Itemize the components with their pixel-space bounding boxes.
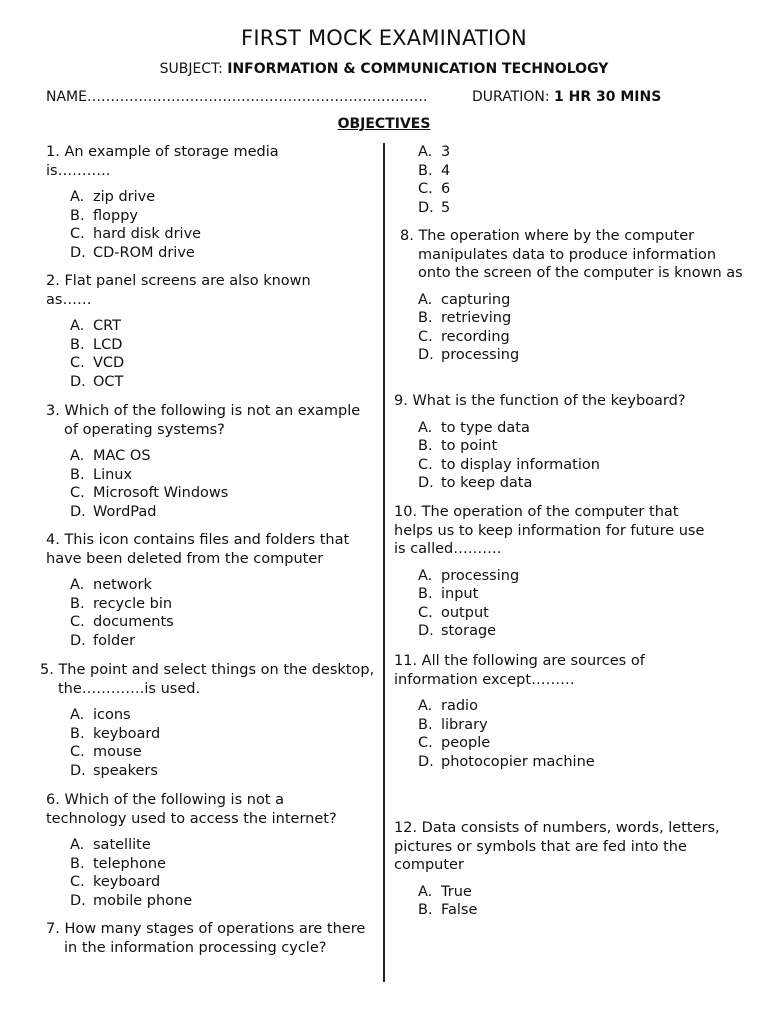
option-d[interactable]: D. folder: [70, 632, 136, 649]
option-a[interactable]: A. MAC OS: [70, 448, 151, 464]
option-b[interactable]: B. library: [418, 716, 488, 733]
question-3: [46, 402, 364, 521]
exam-title: FIRST MOCK EXAMINATION: [241, 26, 527, 50]
option-d[interactable]: D. 5: [418, 199, 451, 216]
option-a[interactable]: A. radio: [418, 698, 478, 714]
question-4: [46, 531, 376, 650]
question-text: 10. The operation of the computer that helps us to keep information for future use is called……….: [394, 504, 705, 557]
question-text: 8. The operation where by the computer manipulates data to produce information onto the screen of the computer is known as: [400, 228, 743, 281]
option-d[interactable]: D. OCT: [70, 373, 124, 390]
option-a[interactable]: A. CRT: [70, 318, 122, 334]
option-d[interactable]: D. WordPad: [70, 503, 157, 520]
option-c[interactable]: C. to display information: [418, 456, 600, 473]
option-list: [418, 419, 734, 493]
option-d[interactable]: D. to keep data: [418, 475, 533, 491]
option-a[interactable]: A. True: [418, 883, 472, 900]
option-d[interactable]: D. speakers: [70, 762, 158, 779]
option-c[interactable]: C. 6: [418, 181, 451, 197]
option-d[interactable]: D. storage: [418, 623, 497, 639]
question-10: [394, 503, 714, 641]
option-b[interactable]: B. False: [418, 902, 478, 918]
question-8: [400, 227, 753, 365]
option-list: [418, 697, 694, 771]
option-a[interactable]: A. zip drive: [70, 189, 156, 205]
option-d[interactable]: D. photocopier machine: [418, 753, 595, 770]
option-list: [70, 317, 346, 391]
option-list: [418, 567, 714, 641]
duration-line: [472, 89, 661, 105]
option-a[interactable]: A. processing: [418, 567, 520, 584]
option-b[interactable]: B. floppy: [70, 207, 138, 224]
option-b[interactable]: B. LCD: [70, 336, 123, 353]
question-text: 3. Which of the following is not an example of operating systems?: [46, 403, 361, 438]
column-divider: [383, 143, 385, 982]
question-text: 4. This icon contains files and folders that have been deleted from the computer: [46, 532, 350, 567]
option-a[interactable]: A. 3: [418, 144, 451, 160]
option-list: [70, 576, 376, 650]
option-list: [70, 706, 378, 780]
question-text: 11. All the following are sources of information except………: [394, 653, 645, 688]
option-b[interactable]: B. Linux: [70, 466, 133, 483]
option-b[interactable]: B. to point: [418, 438, 498, 454]
option-b[interactable]: B. 4: [418, 162, 451, 179]
question-text: 5. The point and select things on the desktop, the………….is used.: [40, 662, 375, 697]
name-label: NAME: [46, 89, 87, 105]
option-b[interactable]: B. retrieving: [418, 310, 512, 326]
question-7-options: [418, 143, 450, 217]
name-line: [46, 89, 427, 105]
option-c[interactable]: C. people: [418, 735, 491, 751]
subject-label: SUBJECT:: [159, 61, 223, 77]
name-blank: ……………………………………………………………….: [86, 89, 428, 105]
subject-line: [0, 61, 768, 77]
option-list: [70, 836, 366, 910]
question-1: [46, 143, 346, 262]
option-c[interactable]: C. hard disk drive: [70, 226, 202, 242]
subject-value: INFORMATION & COMMUNICATION TECHNOLOGY: [227, 61, 609, 77]
question-9: [394, 392, 734, 493]
option-list: [70, 188, 346, 262]
question-text: 2. Flat panel screens are also known as……: [46, 273, 311, 308]
question-text: 7. How many stages of operations are there in the information processing cycle?: [46, 921, 366, 956]
question-text: 12. Data consists of numbers, words, letters, pictures or symbols that are fed into the computer: [394, 820, 720, 873]
option-a[interactable]: A. satellite: [70, 837, 151, 853]
option-c[interactable]: C. keyboard: [70, 874, 161, 890]
option-c[interactable]: C. documents: [70, 614, 174, 630]
option-a[interactable]: A. capturing: [418, 291, 511, 308]
duration-value: 1 HR 30 MINS: [554, 89, 662, 105]
question-text: 1. An example of storage media is………..: [46, 144, 279, 179]
option-b[interactable]: B. recycle bin: [70, 595, 173, 612]
option-d[interactable]: D. mobile phone: [70, 892, 193, 909]
question-12: [394, 819, 724, 920]
question-11: [394, 652, 694, 771]
question-text: 6. Which of the following is not a technology used to access the internet?: [46, 792, 337, 827]
option-a[interactable]: A. network: [70, 577, 152, 593]
duration-label: DURATION:: [472, 89, 550, 105]
option-b[interactable]: B. input: [418, 586, 479, 602]
option-c[interactable]: C. recording: [418, 328, 510, 345]
question-7: [46, 920, 374, 957]
option-list: [70, 447, 364, 521]
option-c[interactable]: C. Microsoft Windows: [70, 485, 229, 501]
question-5: [40, 661, 378, 780]
section-heading: OBJECTIVES: [337, 116, 431, 132]
option-a[interactable]: A. icons: [70, 707, 131, 723]
option-list: [418, 883, 724, 920]
option-c[interactable]: C. mouse: [70, 744, 142, 760]
question-6: [46, 791, 366, 910]
option-c[interactable]: C. output: [418, 604, 489, 621]
question-2: [46, 272, 346, 391]
option-d[interactable]: D. processing: [418, 347, 520, 363]
option-list: [418, 291, 753, 365]
option-c[interactable]: C. VCD: [70, 355, 125, 371]
option-d[interactable]: D. CD-ROM drive: [70, 244, 195, 261]
option-a[interactable]: A. to type data: [418, 419, 530, 436]
option-b[interactable]: B. keyboard: [70, 725, 161, 742]
option-b[interactable]: B. telephone: [70, 855, 166, 872]
question-text: 9. What is the function of the keyboard?: [394, 393, 686, 409]
